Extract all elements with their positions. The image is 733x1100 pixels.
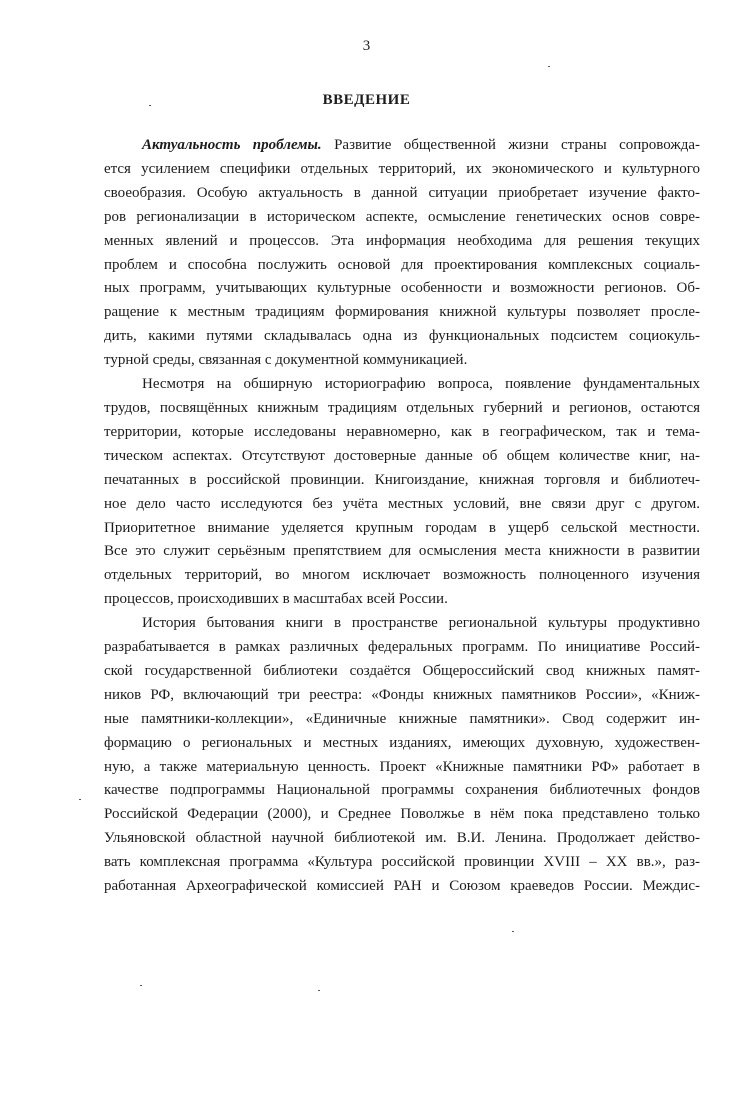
paragraph-line: ные памятники-коллекции», «Единичные книжные памятники». Свод содержит ин-: [104, 710, 700, 727]
paragraph-line: процессов, происходивших в масштабах всей России.: [104, 591, 448, 608]
paragraph-line: работанная Археографической комиссией РАН и Союзом краеведов России. Междис-: [104, 878, 700, 895]
paragraph-2: [104, 373, 700, 612]
paragraph-line: территории, которые исследованы неравномерно, как в географическом, так и тема-: [104, 423, 700, 440]
paragraph-line: Приоритетное внимание уделяется крупным городам в ущерб сельской местности.: [104, 519, 700, 536]
paragraph-line: дить, какими путями складывалась одна из функциональных подсистем социокуль-: [104, 328, 700, 345]
paragraph-line: ное дело часто исследуются без учёта местных условий, вне связи друг с другом.: [104, 495, 700, 512]
scan-speck: [140, 985, 142, 986]
paragraph-line: История бытования книги в пространстве региональной культуры продуктивно: [142, 615, 700, 632]
paragraph-line: печатанных в российской провинции. Книгоиздание, книжная торговля и библиотеч-: [104, 471, 700, 488]
paragraph-line: вать комплексная программа «Культура российской провинции XVIII – XX вв.», раз-: [104, 854, 700, 871]
paragraph-line: турной среды, связанная с документной коммуникацией.: [104, 352, 468, 369]
page-number: 3: [362, 38, 371, 54]
paragraph-line: ную, а также материальную ценность. Проект «Книжные памятники РФ» работает в: [104, 758, 700, 775]
paragraph-line: ской государственной библиотеки создаётся Общероссийский свод книжных памят-: [104, 662, 700, 679]
paragraph-line: своеобразия. Особую актуальность в данной ситуации приобретает изучение факто-: [104, 184, 700, 201]
paragraph-1: [104, 134, 700, 373]
paragraph-line: тическом аспектах. Отсутствуют достоверные данные об общем количестве книг, на-: [104, 447, 700, 464]
paragraph-line: ется усилением специфики отдельных территорий, их экономического и культурного: [104, 160, 700, 177]
lead-phrase: Актуальность проблемы.: [142, 137, 322, 153]
paragraph-line: разрабатывается в рамках различных федеральных программ. По инициативе Россий-: [104, 639, 700, 656]
paragraph-line: Несмотря на обширную историографию вопроса, появление фундаментальных: [142, 376, 700, 393]
paragraph-line: ров регионализации в историческом аспекте, осмысление генетических основ совре-: [104, 208, 700, 225]
lead-continuation: Развитие общественной жизни страны сопровожда-: [321, 137, 701, 153]
paragraph-line: проблем и способна послужить основой для проектирования комплексных социаль-: [104, 256, 700, 273]
paragraph-line: ников РФ, включающий три реестра: «Фонды книжных памятников России», «Книж-: [104, 686, 700, 703]
paragraph-line: [104, 134, 700, 158]
section-heading: ВВЕДЕНИЕ: [322, 92, 411, 108]
paragraph-line: Российской Федерации (2000), и Среднее Поволжье в нём пока представлено только: [104, 806, 700, 823]
paragraph-line: Все это служит серьёзным препятствием для осмысления места книжности в развитии: [104, 543, 700, 560]
scan-speck: [149, 105, 151, 106]
paragraph-line: формацию о региональных и местных изданиях, имеющих духовную, художествен-: [104, 734, 700, 751]
scan-speck: [512, 931, 514, 932]
scan-speck: [318, 990, 320, 991]
scan-speck: [548, 66, 550, 67]
paragraph-line: Ульяновской областной научной библиотекой им. В.И. Ленина. Продолжает действо-: [104, 830, 700, 847]
paragraph-line: трудов, посвящённых книжным традициям отдельных губерний и регионов, остаются: [104, 399, 700, 416]
paragraph-line: ращение к местным традициям формирования книжной культуры позволяет просле-: [104, 304, 700, 321]
paragraph-line: качестве подпрограммы Национальной программы сохранения библиотечных фондов: [104, 782, 700, 799]
body-text: [104, 134, 700, 899]
paragraph-line: отдельных территорий, во многом исключает возможность полноценного изучения: [104, 567, 700, 584]
paragraph-3: [104, 612, 700, 899]
paragraph-line: менных явлений и процессов. Эта информация необходима для решения текущих: [104, 232, 700, 249]
paragraph-line: ных программ, учитывающих культурные особенности и возможности регионов. Об-: [104, 280, 700, 297]
scan-speck: [79, 799, 81, 800]
